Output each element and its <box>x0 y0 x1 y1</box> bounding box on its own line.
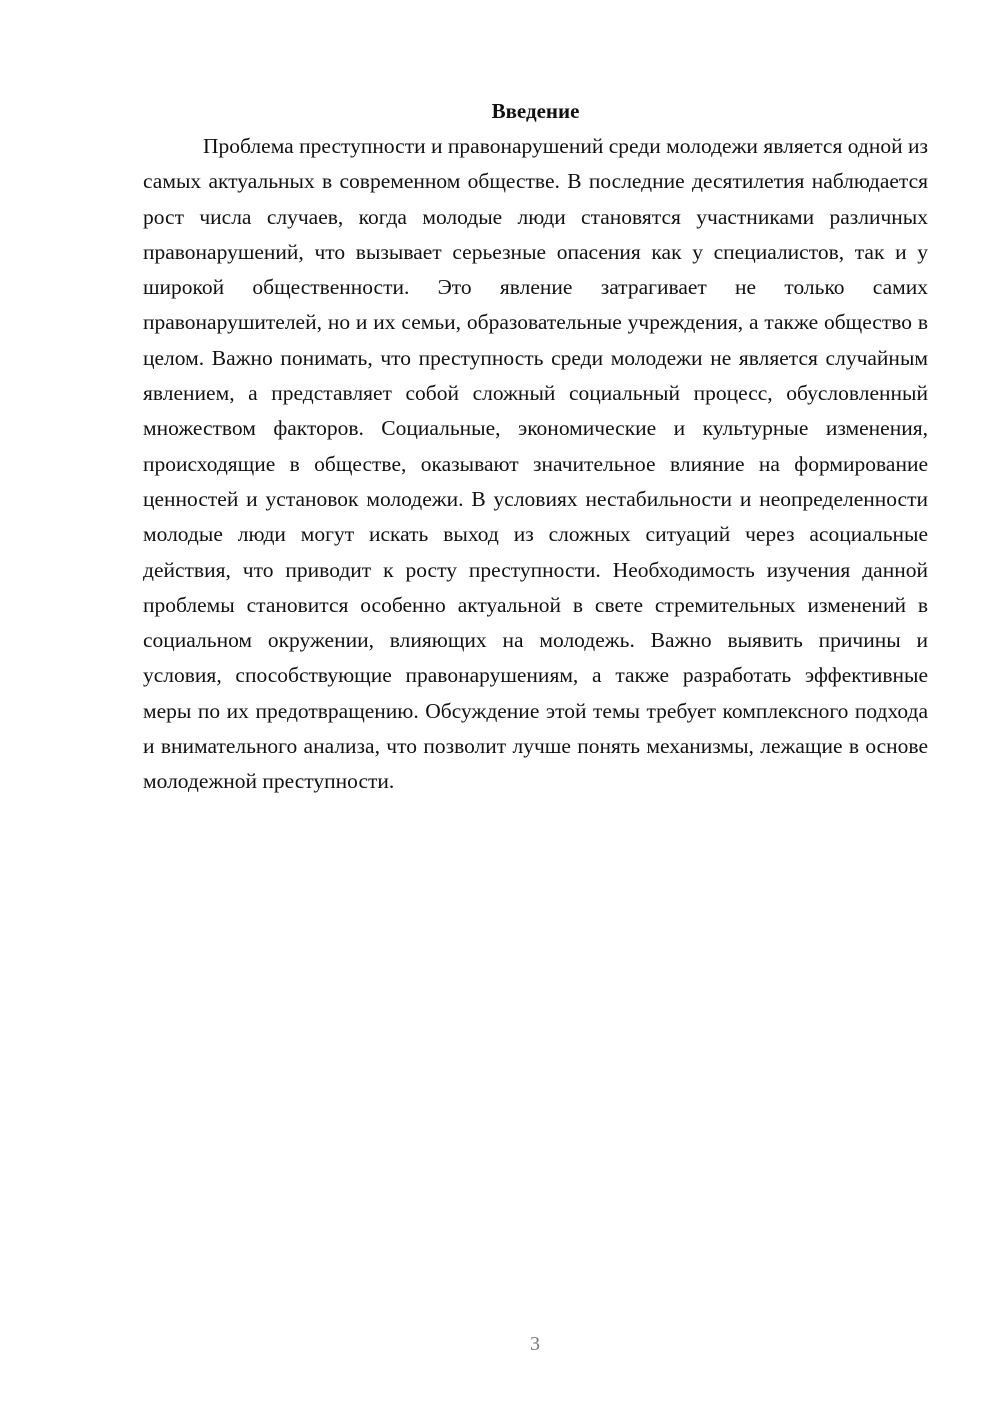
body-paragraph: Проблема преступности и правонарушений среди молодежи является одной из самых актуальных в современном обществе. В последние десятилетия наблюдается рост числа случаев, когда молодые люди становятся участниками различных правонарушений, что вызывает серьезные опасения как у специалистов, так и у широкой общественности. Это явление затрагивает не только самих правонарушителей, но и их семьи, образовательные учреждения, а также общество в целом. Важно понимать, что преступность среди молодежи не является случайным явлением, а представляет собой сложный социальный процесс, обусловленный множеством факторов. Социальные, экономические и культурные изменения, происходящие в обществе, оказывают значительное влияние на формирование ценностей и установок молодежи. В условиях нестабильности и неопределенности молодые люди могут искать выход из сложных ситуаций через асоциальные действия, что приводит к росту преступности. Необходимость изучения данной проблемы становится особенно актуальной в свете стремительных изменений в социальном окружении, влияющих на молодежь. Важно выявить причины и условия, способствующие правонарушениям, а также разработать эффективные меры по их предотвращению. Обсуждение этой темы требует комплексного подхода и внимательного анализа, что позволит лучше понять механизмы, лежащие в основе молодежной преступности. <box>143 134 928 794</box>
page-content <box>143 95 928 800</box>
section-title: Введение <box>491 99 580 123</box>
page-number: 3 <box>530 1333 540 1355</box>
